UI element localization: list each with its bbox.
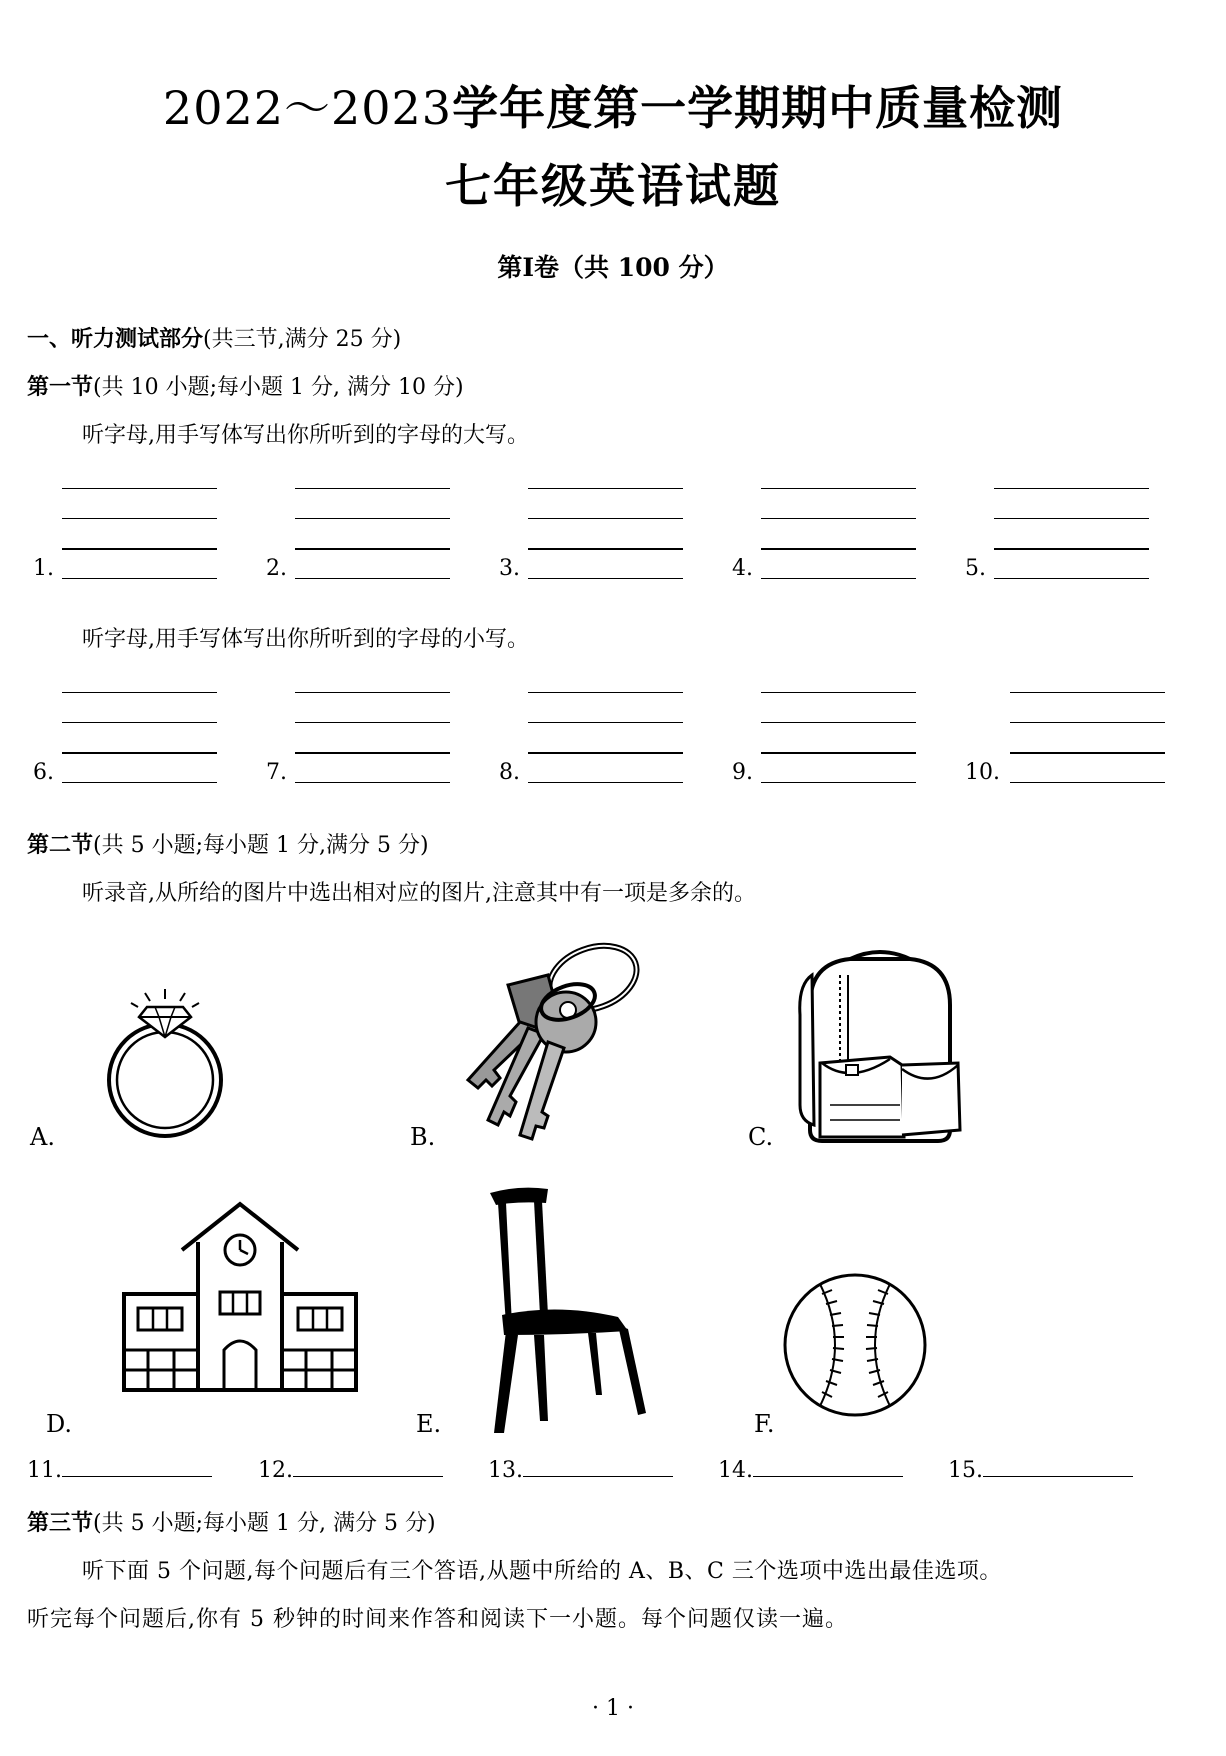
question-number: 13.	[488, 1458, 523, 1483]
section3-paragraph-line2: 听完每个问题后,你有 5 秒钟的时间来作答和阅读下一小题。每个问题仅读一遍。	[27, 1607, 848, 1632]
option-label-d: D.	[46, 1410, 73, 1438]
year-range: 2022～2023	[162, 81, 453, 135]
section2-heading-bold: 第二节	[27, 832, 94, 858]
section2-heading	[27, 828, 429, 859]
section3-heading-rest: (共 5 小题;每小题 1 分, 满分 5 分)	[93, 1511, 436, 1536]
question-number: 4.	[732, 556, 753, 581]
answer-blank-11[interactable]	[27, 1458, 212, 1483]
section1-heading-rest: (共 10 小题;每小题 1 分, 满分 10 分)	[93, 375, 464, 400]
section1-heading-bold: 第一节	[27, 374, 94, 400]
backpack-icon	[790, 945, 970, 1145]
question-number: 8.	[499, 760, 520, 785]
keys-icon	[448, 930, 648, 1145]
volume-heading: 第Ⅰ卷（共 100 分）	[497, 253, 729, 282]
writing-blank-2[interactable]	[295, 488, 450, 578]
question-number: 6.	[33, 760, 54, 785]
option-label-e: E.	[416, 1410, 442, 1438]
question-number: 5.	[965, 556, 986, 581]
section1-instruction-lower: 听字母,用手写体写出你所听到的字母的小写。	[82, 627, 529, 652]
exam-title-line2: 七年级英语试题	[445, 159, 781, 213]
part1-heading-bold: 一、听力测试部分	[27, 326, 204, 352]
chair-icon	[478, 1185, 648, 1435]
section1-instruction-upper: 听字母,用手写体写出你所听到的字母的大写。	[82, 423, 529, 448]
section1-heading	[27, 370, 464, 401]
writing-blank-4[interactable]	[761, 488, 916, 578]
writing-blank-7[interactable]	[295, 692, 450, 782]
option-label-a: A.	[30, 1123, 55, 1151]
writing-blank-9[interactable]	[761, 692, 916, 782]
answer-blank-15[interactable]	[948, 1458, 1133, 1483]
ring-icon	[95, 985, 235, 1145]
question-number: 11.	[27, 1458, 62, 1483]
question-number: 9.	[732, 760, 753, 785]
exam-title-line1	[0, 72, 1226, 138]
writing-blank-10[interactable]	[1010, 692, 1165, 782]
page-number: · 1 ·	[592, 1696, 634, 1721]
question-number: 10.	[965, 760, 1000, 785]
question-number: 15.	[948, 1458, 983, 1483]
option-label-f: F.	[754, 1410, 775, 1438]
section3-heading	[27, 1506, 436, 1537]
section3-paragraph-line1: 听下面 5 个问题,每个问题后有三个答语,从题中所给的 A、B、C 三个选项中选出最佳选项。	[82, 1559, 1002, 1584]
question-number: 3.	[499, 556, 520, 581]
section2-heading-rest: (共 5 小题;每小题 1 分,满分 5 分)	[93, 833, 429, 858]
answer-blank-13[interactable]	[488, 1458, 673, 1483]
question-number: 1.	[33, 556, 54, 581]
answer-blank-14[interactable]	[718, 1458, 903, 1483]
writing-blank-1[interactable]	[62, 488, 217, 578]
question-number: 14.	[718, 1458, 753, 1483]
writing-blank-6[interactable]	[62, 692, 217, 782]
section3-heading-bold: 第三节	[27, 1510, 94, 1536]
section2-instruction: 听录音,从所给的图片中选出相对应的图片,注意其中有一项是多余的。	[82, 881, 756, 906]
title-rest: 学年度第一学期期中质量检测	[452, 81, 1064, 135]
part1-heading-rest: (共三节,满分 25 分)	[203, 327, 402, 352]
school-building-icon	[120, 1198, 360, 1398]
question-number: 7.	[266, 760, 287, 785]
option-label-b: B.	[410, 1123, 436, 1151]
question-number: 12.	[258, 1458, 293, 1483]
writing-blank-8[interactable]	[528, 692, 683, 782]
answer-blank-12[interactable]	[258, 1458, 443, 1483]
part1-heading	[27, 322, 401, 353]
writing-blank-5[interactable]	[994, 488, 1149, 578]
question-number: 2.	[266, 556, 287, 581]
writing-blank-3[interactable]	[528, 488, 683, 578]
option-label-c: C.	[748, 1123, 774, 1151]
baseball-icon	[780, 1270, 930, 1420]
